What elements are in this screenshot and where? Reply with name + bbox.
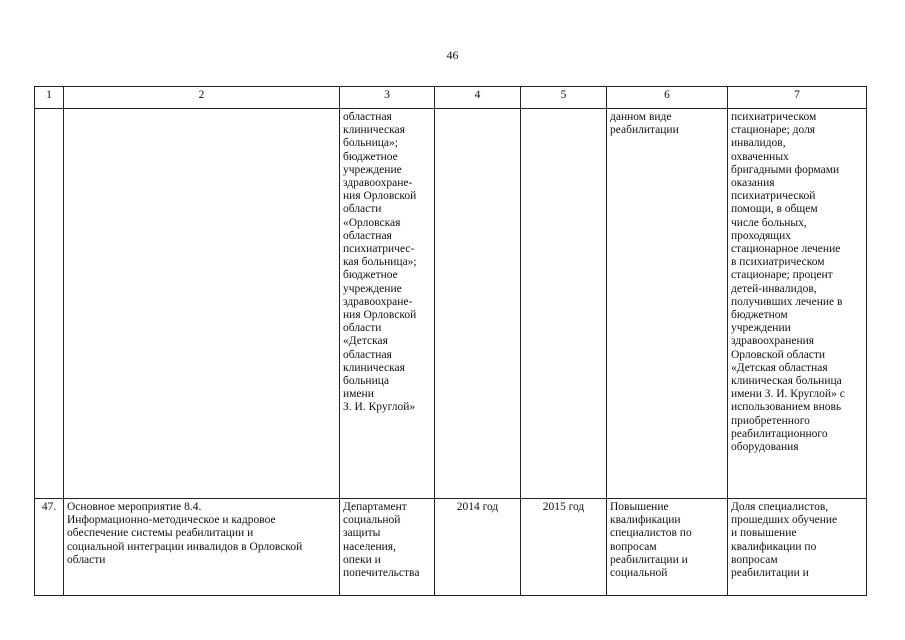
cell-text-line: «Детская bbox=[343, 335, 388, 348]
cell-text-line: «Орловская bbox=[343, 216, 401, 229]
cell-text-line: Информационно-методическое и кадровое bbox=[67, 514, 276, 527]
cell-text-line: Орловской области bbox=[731, 348, 826, 361]
cell-text-line: числе больных, bbox=[731, 216, 807, 229]
start-year-cell: 2014 год bbox=[435, 499, 521, 596]
start-year-cell bbox=[435, 109, 521, 499]
end-year-cell bbox=[521, 109, 607, 499]
cell-text-line: бюджетное bbox=[343, 269, 398, 282]
cell-text-line: З. И. Круглой» bbox=[343, 401, 416, 414]
row-number-cell: 47. bbox=[35, 499, 64, 596]
cell-text-line: области bbox=[67, 553, 106, 566]
cell-text-line: стационарное лечение bbox=[731, 243, 841, 256]
cell-text-line: стационаре; процент bbox=[731, 269, 833, 282]
cell-text-line: имени bbox=[343, 388, 374, 401]
cell-text-line: опеки и bbox=[343, 553, 381, 566]
cell-text-line: ния Орловской bbox=[343, 190, 417, 203]
cell-text-line: области bbox=[343, 203, 382, 216]
cell-text-line: психиатрической bbox=[731, 190, 816, 203]
header-cell-3: 3 bbox=[340, 87, 435, 109]
executor-cell bbox=[340, 109, 435, 499]
cell-text-line: реабилитационного bbox=[731, 427, 828, 440]
cell-text-line: «Детская областная bbox=[731, 361, 828, 374]
cell-text-line: получивших лечение в bbox=[731, 295, 843, 308]
header-cell-7: 7 bbox=[728, 87, 867, 109]
table-header-row bbox=[35, 87, 867, 109]
cell-text-line: бюджетное bbox=[343, 150, 398, 163]
row-number-cell bbox=[35, 109, 64, 499]
cell-text-line: реабилитации bbox=[610, 124, 679, 137]
page-number: 46 bbox=[446, 48, 459, 62]
cell-text-line: учреждение bbox=[343, 282, 402, 295]
cell-text-line: обеспечение системы реабилитации и bbox=[67, 527, 254, 540]
cell-text-line: бюджетном bbox=[731, 309, 788, 322]
header-cell-4: 4 bbox=[435, 87, 521, 109]
table-row-47 bbox=[35, 499, 867, 596]
cell-text-line: специалистов по bbox=[610, 527, 692, 540]
cell-text-line: населения, bbox=[343, 540, 396, 553]
cell-text-line: помощи, в общем bbox=[731, 203, 818, 216]
cell-text-line: здравоохране- bbox=[343, 295, 413, 308]
cell-text-line: использованием вновь bbox=[731, 401, 842, 414]
cell-text-line: Основное мероприятие 8.4. bbox=[67, 501, 202, 513]
cell-text-line: в психиатрическом bbox=[731, 256, 825, 269]
cell-text-line: инвалидов, bbox=[731, 137, 786, 150]
cell-text-line: клиническая больница bbox=[731, 375, 842, 388]
cell-text-line: и повышение bbox=[731, 527, 797, 540]
cell-text-line: Доля специалистов, bbox=[731, 501, 829, 513]
expected-result-cell bbox=[607, 499, 728, 596]
cell-text-line: социальной bbox=[610, 567, 668, 580]
event-name-cell bbox=[64, 499, 340, 596]
cell-text-line: больница bbox=[343, 375, 389, 388]
cell-text-line: областная bbox=[343, 111, 392, 123]
cell-text-line: ния Орловской bbox=[343, 309, 417, 322]
cell-text-line: Департамент bbox=[343, 501, 407, 513]
cell-text-line: социальной bbox=[343, 514, 401, 527]
cell-text-line: учреждении bbox=[731, 322, 791, 335]
cell-text-line: защиты bbox=[343, 527, 381, 540]
cell-text-line: прошедших обучение bbox=[731, 514, 838, 527]
indicator-cell bbox=[728, 499, 867, 596]
table-row-continuation bbox=[35, 109, 867, 499]
cell-text-line: реабилитации и bbox=[731, 567, 809, 580]
cell-text-line: здравоохранения bbox=[731, 335, 815, 348]
cell-text-line: данном виде bbox=[610, 111, 672, 123]
cell-text-line: охваченных bbox=[731, 150, 789, 163]
cell-text-line: области bbox=[343, 322, 382, 335]
cell-text-line: стационаре; доля bbox=[731, 124, 816, 137]
cell-text-line: клиническая bbox=[343, 124, 405, 137]
header-cell-2: 2 bbox=[64, 87, 340, 109]
cell-text-line: оборудования bbox=[731, 441, 799, 454]
cell-text-line: квалификации bbox=[610, 514, 681, 527]
cell-text-line: проходящих bbox=[731, 229, 791, 242]
cell-text-line: социальной интеграции инвалидов в Орловской bbox=[67, 540, 303, 553]
cell-text-line: оказания bbox=[731, 177, 775, 190]
cell-text-line: областная bbox=[343, 229, 392, 242]
program-table bbox=[34, 86, 867, 596]
cell-text-line: приобретенного bbox=[731, 414, 810, 427]
cell-text-line: имени З. И. Круглой» с bbox=[731, 388, 845, 401]
cell-text-line: детей-инвалидов, bbox=[731, 282, 817, 295]
header-cell-1: 1 bbox=[35, 87, 64, 109]
cell-text-line: клиническая bbox=[343, 361, 405, 374]
cell-text-line: учреждение bbox=[343, 163, 402, 176]
cell-text-line: реабилитации и bbox=[610, 553, 688, 566]
header-cell-6: 6 bbox=[607, 87, 728, 109]
cell-text-line: квалификации по bbox=[731, 540, 817, 553]
cell-text-line: вопросам bbox=[610, 540, 657, 553]
indicator-cell bbox=[728, 109, 867, 499]
cell-text-line: здравоохране- bbox=[343, 177, 413, 190]
end-year-cell: 2015 год bbox=[521, 499, 607, 596]
cell-text-line: Повышение bbox=[610, 501, 669, 513]
cell-text-line: кая больница»; bbox=[343, 256, 417, 269]
executor-cell bbox=[340, 499, 435, 596]
cell-text-line: психиатричес- bbox=[343, 243, 415, 256]
cell-text-line: вопросам bbox=[731, 553, 778, 566]
header-cell-5: 5 bbox=[521, 87, 607, 109]
event-name-cell bbox=[64, 109, 340, 499]
cell-text-line: бригадными формами bbox=[731, 163, 840, 176]
cell-text-line: психиатрическом bbox=[731, 111, 817, 123]
expected-result-cell bbox=[607, 109, 728, 499]
cell-text-line: областная bbox=[343, 348, 392, 361]
cell-text-line: попечительства bbox=[343, 567, 420, 580]
cell-text-line: больница»; bbox=[343, 137, 398, 150]
